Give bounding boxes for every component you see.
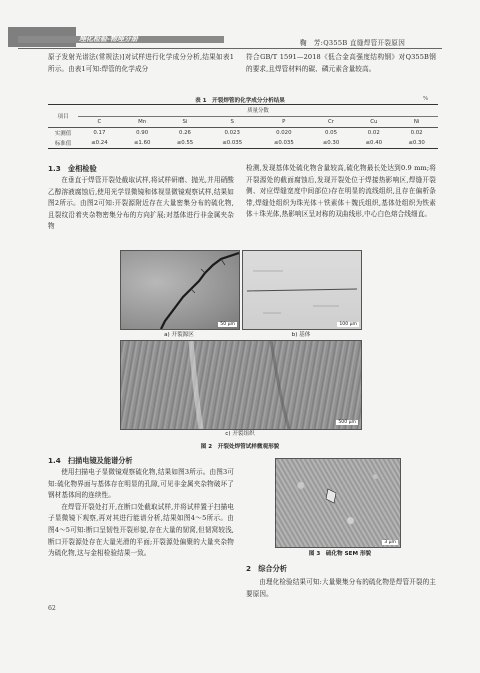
- figure-2a-scale: 50 μm: [220, 322, 235, 327]
- section-1-3-heading: 1.3 金相检验: [48, 164, 97, 173]
- figure-2c-micrograph: [120, 340, 362, 430]
- intro-right-text: 符合GB/T 1591—2018《低合金高强度结构钢》对Q355B钢的要求,且焊管材料的碳、磷元素含量较高。: [246, 53, 436, 73]
- table-cell: ≤0.24: [91, 140, 108, 146]
- section-2-heading: 2 综合分析: [246, 564, 287, 573]
- table1-col: P: [282, 118, 286, 125]
- figure-3-scale: 3 μm: [384, 540, 396, 545]
- table1-col: S: [230, 118, 234, 125]
- table-cell: 标准值: [54, 141, 72, 147]
- table1-col: Ni: [413, 118, 420, 125]
- table-cell: ≤0.40: [365, 140, 383, 146]
- figure-2b-label: b) 基体: [291, 332, 311, 338]
- running-title: 鞠 芳:Q355B 直缝焊管开裂原因: [300, 39, 406, 47]
- section-1-3-para: 在垂直于焊管开裂处截取试样,将试样研磨、抛光,并用硝酸乙醇溶液腐蚀后,使用光学显微镜和体视显微镜观察试样,结果如图2所示。由图2可知:开裂源附近存在大量密集分布的硫化物,且裂纹沿着夹杂物密集分布的方向扩展;对基体进行非金属夹杂物: [48, 176, 234, 231]
- section-2-body: [246, 577, 436, 600]
- figure-2b-scale: 100 μm: [339, 322, 357, 327]
- table-row: [48, 128, 438, 139]
- microstructure-bands: [121, 341, 361, 429]
- figure-2a-micrograph: [120, 250, 240, 330]
- table-cell: 0.90: [136, 130, 149, 136]
- header-rule: [18, 48, 442, 49]
- table-cell: ≤0.30: [408, 140, 425, 146]
- table1-unit: %: [423, 96, 429, 102]
- section-1-4-para: 在焊管开裂处打开,在断口处截取试样,并将试样置于扫描电子显微镜下观察,再对其进行能谱分析,结果如图4～5所示。由图4～5可知:断口呈韧性开裂形貌,存在大量的韧窝,但韧窝较浅,断口开裂源处存在大量光滑的平面;开裂源处偏聚的大量夹杂物为硫化物,这与金相检验结果一致。: [48, 502, 234, 558]
- table-row: [48, 138, 438, 149]
- table-cell: 0.020: [276, 130, 292, 136]
- table1-col: Mn: [138, 118, 147, 125]
- table1-col: Si: [182, 118, 188, 125]
- table1: [48, 104, 438, 149]
- intro-left-text: 原子发射光谱法(常规法)]对试样进行化学成分分析,结果如表1所示。由表1可知:焊管的化学成分: [48, 53, 234, 73]
- page-number: 62: [48, 605, 56, 612]
- figure-2a-label: a) 开裂源区: [164, 332, 194, 338]
- table1-col: Cr: [328, 118, 334, 125]
- crack-drawing: [121, 251, 239, 329]
- figure-2c-scale: 500 μm: [338, 420, 356, 425]
- table-cell: ≤1.60: [133, 140, 151, 146]
- intro-right: [246, 52, 436, 75]
- section-2-para: 由理化检验结果可知:大量聚集分布的硫化物是焊管开裂的主要原因。: [246, 578, 436, 598]
- table1-title: 表 1 开裂焊管的化学成分分析结果: [195, 98, 285, 104]
- section-1-4-para: 使用扫描电子显微镜观察硫化物,结果如图3所示。由图3可知:硫化物界面与基体存在明显的孔隙,可见非金属夹杂物破坏了钢材基体间的连续性。: [48, 468, 234, 500]
- section-1-3-right: [246, 163, 436, 221]
- figure-2c-label: c) 开裂组织: [225, 431, 255, 437]
- table-cell: 0.26: [178, 130, 191, 136]
- journal-name: 理化检验-物理分册: [79, 35, 138, 43]
- table-cell: 0.023: [224, 130, 240, 136]
- table-cell: ≤0.30: [322, 140, 340, 146]
- table-cell: ≤0.55: [176, 140, 194, 146]
- intro-left: [48, 52, 234, 75]
- figure-3-caption: 图 3 硫化物 SEM 形貌: [308, 551, 372, 557]
- table-cell: 0.17: [93, 130, 106, 136]
- table-cell: 0.02: [367, 130, 380, 136]
- table-cell: 0.05: [325, 130, 338, 136]
- section-1-3-right-text: 检测,发现基体处硫化物含量较高,硫化物最长处达到0.9 mm;将开裂源处的截面腐蚀后,发现开裂处位于焊接热影响区,焊缝开裂侧、对应焊缝宽度中间部位)存在明显的流线组织,且存在偏析条带,焊缝处组织为珠光体＋铁素体＋魏氏组织,基体处组织为铁素体＋珠光体,热影响区呈对称的双曲线形,中心白色熔合线细直。: [246, 164, 436, 219]
- sulfide-drawing: [276, 459, 400, 547]
- section-1-4-body: [48, 467, 234, 560]
- table-cell: 实测值: [54, 131, 72, 137]
- table1-col: C: [97, 118, 102, 125]
- table-cell: 0.02: [410, 130, 423, 136]
- table1-group-header: 质量分数: [78, 105, 438, 117]
- table-cell: ≤0.035: [222, 140, 243, 146]
- section-1-3-left: [48, 175, 234, 233]
- section-1-4-heading: 1.4 扫描电镜及能谱分析: [48, 456, 133, 465]
- table-cell: ≤0.035: [273, 140, 294, 146]
- table1-item-header: 项目: [48, 105, 78, 128]
- figure-3-sem: [275, 458, 401, 548]
- inclusion-streaks: [243, 251, 361, 329]
- figure-2-caption: 图 2 开裂处焊管试样微观形貌: [200, 444, 280, 450]
- figure-2b-micrograph: [242, 250, 362, 330]
- table1-col: Cu: [370, 118, 378, 125]
